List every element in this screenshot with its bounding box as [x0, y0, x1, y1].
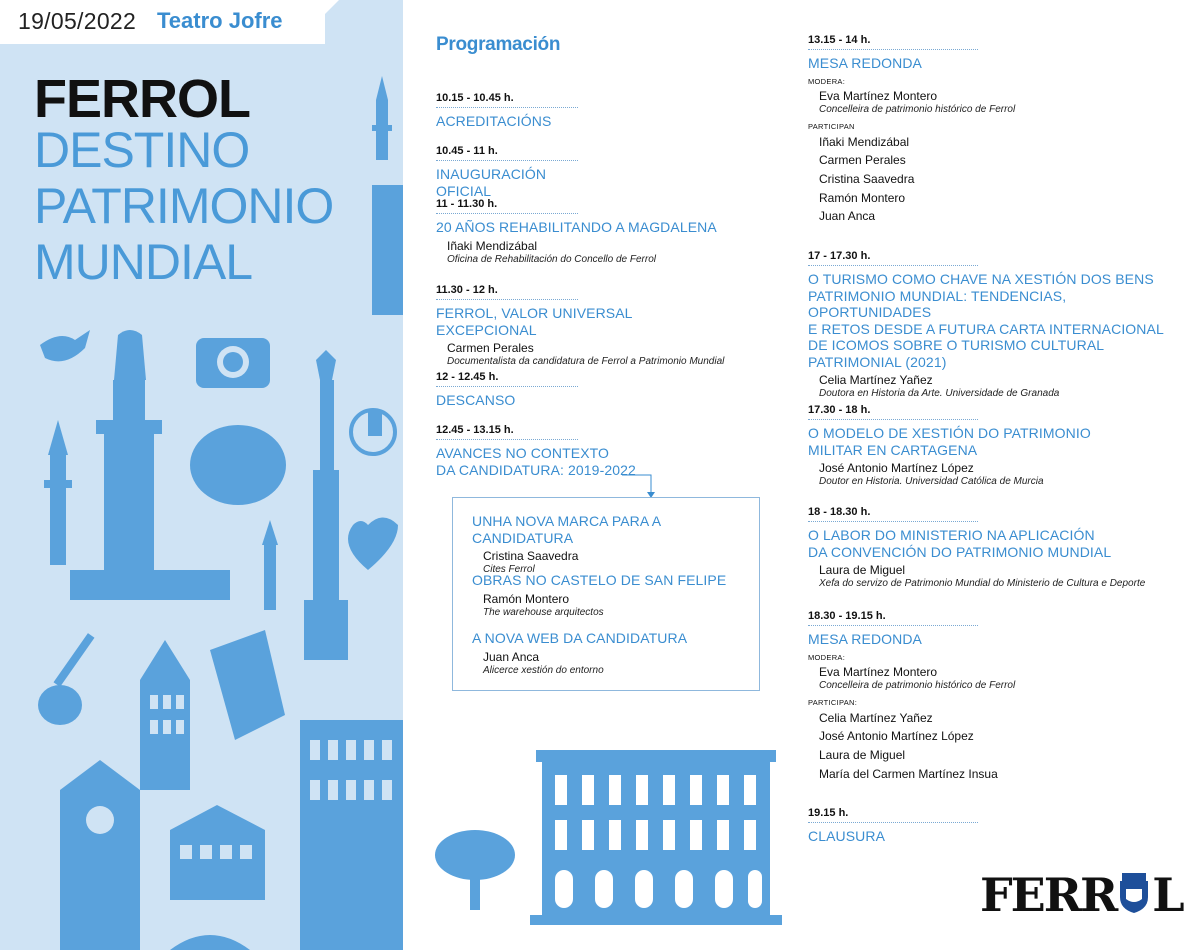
subtalk-affiliation: Alicerce xestión do entorno — [483, 664, 604, 676]
title-line-destino: DESTINO — [34, 122, 250, 178]
moderator-affiliation: Concelleira de patrimonio histórico de Ferrol — [819, 103, 1016, 115]
logo-text-part1: FERR — [980, 868, 1117, 922]
session-title-line: PATRIMONIO MUNDIAL: TENDENCIAS, OPORTUNIDADES — [808, 287, 1067, 320]
session-title-line: DA CANDIDATURA: 2019-2022 — [436, 461, 636, 478]
title-line-mundial: MUNDIAL — [34, 234, 253, 290]
session-accreditations — [436, 92, 578, 130]
session-title: CLAUSURA — [808, 828, 886, 844]
session-title-line: DA CONVENCIÓN DO PATRIMONIO MUNDIAL — [808, 543, 1112, 560]
session-affiliation: Documentalista da candidatura de Ferrol a Patrimonio Mundial — [447, 356, 725, 367]
subtalk-castle — [472, 572, 762, 620]
subtalk-title: A NOVA WEB DA CANDIDATURA — [472, 630, 688, 646]
session-affiliation: Oficina de Rehabilitación do Concello de Ferrol — [447, 253, 657, 265]
session-title-line: MILITAR EN CARTAGENA — [808, 441, 978, 458]
title-subtitle — [34, 122, 333, 290]
title-ferrol: FERROL — [34, 69, 250, 129]
participant: Iñaki Mendizábal — [819, 134, 910, 149]
session-time: 13.15 - 14 h. — [808, 34, 978, 50]
moderator-label: MODERA: — [808, 652, 846, 662]
session-inauguration — [436, 145, 578, 199]
session-title-line: O MODELO DE XESTIÓN DO PATRIMONIO — [808, 425, 1091, 441]
session-tourism — [808, 250, 1164, 401]
session-time: 11 - 11.30 h. — [436, 198, 578, 214]
participant: Carmen Perales — [819, 153, 906, 168]
participant: Laura de Miguel — [819, 747, 906, 762]
session-title-line: PATRIMONIAL (2021) — [808, 353, 947, 370]
session-speaker: Laura de Miguel — [819, 563, 906, 577]
session-title: DESCANSO — [436, 392, 516, 408]
participant: Cristina Saavedra — [819, 171, 915, 186]
session-affiliation: Xefa do servizo de Patrimonio Mundial do Ministerio de Cultura e Deporte — [819, 578, 1146, 589]
session-affiliation: Doutor en Historia. Universidad Católica de Murcia — [819, 476, 1044, 487]
session-speaker: Carmen Perales — [447, 341, 534, 355]
coat-of-arms-icon — [1116, 871, 1152, 915]
program-heading: Programación — [436, 34, 561, 55]
session-time: 17 - 17.30 h. — [808, 250, 978, 266]
moderator-name: Eva Martínez Montero — [819, 88, 938, 103]
session-time: 18 - 18.30 h. — [808, 506, 978, 522]
moderator-affiliation: Concelleira de patrimonio histórico de Ferrol — [819, 679, 1016, 691]
building-illustration — [430, 720, 790, 950]
event-venue: Teatro Jofre — [157, 8, 283, 33]
session-cartagena — [808, 404, 1091, 489]
participant: Celia Martínez Yañez — [819, 710, 933, 725]
session-round-table-2 — [808, 610, 1016, 781]
moderator-label: MODERA: — [808, 76, 846, 86]
subtalk-title: OBRAS NO CASTELO DE SAN FELIPE — [472, 572, 727, 588]
subtalk-speaker: Juan Anca — [483, 649, 540, 664]
session-time: 17.30 - 18 h. — [808, 404, 978, 420]
session-magdalena — [436, 198, 717, 267]
subtalk-speaker: Ramón Montero — [483, 591, 570, 606]
subtalk-affiliation: Cites Ferrol — [483, 564, 535, 575]
session-time: 12 - 12.45 h. — [436, 371, 578, 387]
participants-label: PARTICIPAN: — [808, 697, 858, 707]
session-break — [436, 371, 578, 409]
session-title-line: O TURISMO COMO CHAVE NA XESTIÓN DOS BENS — [808, 271, 1154, 287]
session-title: 20 AÑOS REHABILITANDO A MAGDALENA — [436, 219, 717, 235]
session-title: MESA REDONDA — [808, 631, 922, 647]
participants-list — [808, 711, 1108, 782]
session-time: 19.15 h. — [808, 807, 978, 823]
session-time: 10.45 - 11 h. — [436, 145, 578, 161]
session-title-line: O LABOR DO MINISTERIO NA APLICACIÓN — [808, 527, 1095, 543]
moderator-name: Eva Martínez Montero — [819, 664, 938, 679]
session-title: MESA REDONDA — [808, 55, 922, 71]
participants-label: PARTICIPAN — [808, 121, 855, 131]
session-speaker: José Antonio Martínez López — [819, 461, 974, 475]
participant: María del Carmen Martínez Insua — [819, 766, 998, 781]
session-closing — [808, 807, 978, 845]
session-title: ACREDITACIÓNS — [436, 113, 552, 129]
session-title-line: DE ICOMOS SOBRE O TURISMO CULTURAL — [808, 337, 1105, 353]
subtalk-website — [472, 630, 762, 678]
session-time: 12.45 - 13.15 h. — [436, 424, 578, 440]
subtalk-title: UNHA NOVA MARCA PARA A CANDIDATURA — [472, 513, 661, 546]
session-time: 18.30 - 19.15 h. — [808, 610, 978, 626]
subtalk-affiliation: The warehouse arquitectos — [483, 606, 604, 618]
session-speaker: Celia Martínez Yañez — [819, 373, 933, 387]
session-ferrol-value — [436, 284, 725, 369]
participant: José Antonio Martínez López — [819, 729, 974, 744]
session-title-line: AVANCES NO CONTEXTO — [436, 445, 610, 461]
participant: Ramón Montero — [819, 190, 906, 205]
participants-list — [808, 135, 978, 225]
subtalk-brand — [472, 513, 762, 577]
session-ministry — [808, 506, 1146, 591]
session-time: 10.15 - 10.45 h. — [436, 92, 578, 108]
participant: Juan Anca — [819, 209, 876, 224]
logo-text-part2: L — [1152, 868, 1183, 922]
session-speaker: Iñaki Mendizábal — [447, 238, 538, 253]
session-affiliation: Doutora en Historia da Arte. Universidade de Granada — [819, 388, 1060, 399]
title-line-patrimonio: PATRIMONIO — [34, 178, 334, 234]
ferrol-logo — [980, 868, 1183, 922]
date-bar-notch — [295, 0, 339, 44]
session-title-line: E RETOS DESDE A FUTURA CARTA INTERNACIONAL — [808, 320, 1164, 337]
session-title: FERROL, VALOR UNIVERSAL EXCEPCIONAL — [436, 305, 633, 338]
subtalk-speaker: Cristina Saavedra — [483, 549, 579, 563]
session-time: 11.30 - 12 h. — [436, 284, 578, 300]
session-round-table-1 — [808, 34, 1016, 224]
cover-panel — [0, 0, 403, 950]
session-candidature-advances — [436, 424, 636, 478]
session-title: INAUGURACIÓN OFICIAL — [436, 166, 547, 199]
connector-arrow — [620, 472, 660, 500]
event-date: 19/05/2022 — [18, 8, 137, 34]
